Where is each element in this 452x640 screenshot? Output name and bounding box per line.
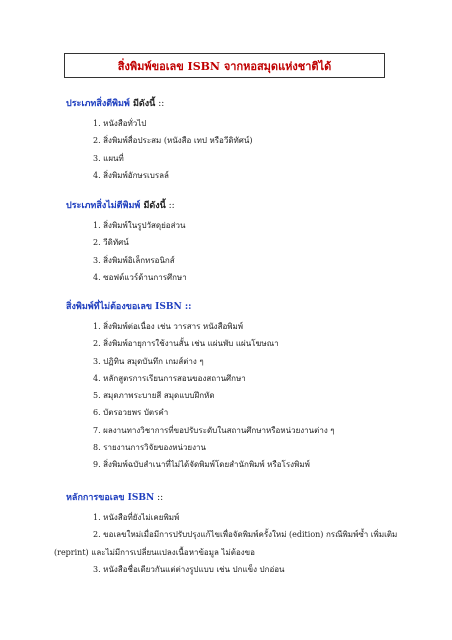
list-item: 3. ปฏิทิน สมุดบันทึก เกมส์ต่าง ๆ [93,356,204,366]
section-heading-label: สิ่งพิมพ์ที่ไม่ต้องขอเลข ISBN :: [66,302,192,312]
section-heading [66,491,436,505]
list-item: 2. สิ่งพิมพ์อายุการใช้งานสั้น เช่น แผ่นพับ แผ่นโฆษณา [93,339,279,349]
section-heading-label: ประเภทสิ่งไม่ตีพิมพ์ [66,201,141,211]
list-item: 4. ซอฟต์แวร์ด้านการศึกษา [93,272,187,282]
list-item-continuation: (reprint) และไม่มีการเปลี่ยนแปลงเนื้อหาข้อมูล ไม่ต้องขอ [54,547,255,557]
section-isbn-principles [54,491,436,578]
section-heading-marker: :: [154,493,164,503]
page-title: สิ่งพิมพ์ขอเลข ISBN จากหอสมุดแห่งชาติได้ [117,59,332,73]
section-heading [66,97,436,111]
list-item: 1. หนังสือที่ยังไม่เคยพิมพ์ [93,513,180,522]
list-item: 4. สิ่งพิมพ์อักษรเบรลล์ [93,170,169,180]
section-heading-label: ประเภทสิ่งตีพิมพ์ [66,99,130,109]
list-item: 1. สิ่งพิมพ์ต่อเนื่อง เช่น วารสาร หนังสือพิมพ์ [93,322,244,331]
title-box [64,53,385,78]
list-item: 2. สิ่งพิมพ์สื่อประสม (หนังสือ เทป หรือวีดิทัศน์) [93,136,253,146]
section-heading [66,199,436,213]
list-item: 3. สิ่งพิมพ์อิเล็กทรอนิกส์ [93,255,175,265]
section-heading-marker: :: [155,99,165,109]
list-item: 1. หนังสือทั่วไป [93,119,147,128]
section-heading-marker: :: [165,201,175,211]
list-item: 2. วีดิทัศน์ [93,238,129,248]
list-item: 7. ผลงานทางวิชาการที่ขอปรับระดับในสถานศึกษาหรือหน่วยงานต่าง ๆ [93,425,335,435]
list-item: 4. หลักสูตรการเรียนการสอนของสถานศึกษา [93,373,246,383]
section-no-isbn-required [66,300,436,474]
list-item: 3. หนังสือชื่อเดียวกันแต่ต่างรูปแบบ เช่น ปกแข็ง ปกอ่อน [93,564,285,574]
section-heading-suffix: มีดังนี้ [140,201,166,211]
section-non-printed-materials [66,199,436,286]
section-printed-materials [66,97,436,184]
list-item: 8. รายงานการวิจัยของหน่วยงาน [93,443,206,453]
list-item: 6. บัตรอวยพร บัตรคำ [93,408,169,418]
list-item: 1. สิ่งพิมพ์ในรูปวัสดุย่อส่วน [93,221,186,230]
section-heading [66,300,436,314]
list-item: 5. สมุดภาพระบายสี สมุดแบบฝึกหัด [93,391,215,401]
section-heading-suffix: มีดังนี้ [129,99,156,109]
section-heading-label: หลักการขอเลข ISBN [66,493,155,503]
list-item: 3. แผนที่ [93,153,124,163]
list-item: 2. ขอเลขใหม่เมื่อมีการปรับปรุงแก้ไขเพื่อจัดพิมพ์ครั้งใหม่ (edition) กรณีพิมพ์ซ้ำ เพิ่มเติม [93,530,398,540]
list-item: 9. สิ่งพิมพ์ฉบับสำเนาที่ไม่ได้จัดพิมพ์โดยสำนักพิมพ์ หรือโรงพิมพ์ [93,460,310,470]
